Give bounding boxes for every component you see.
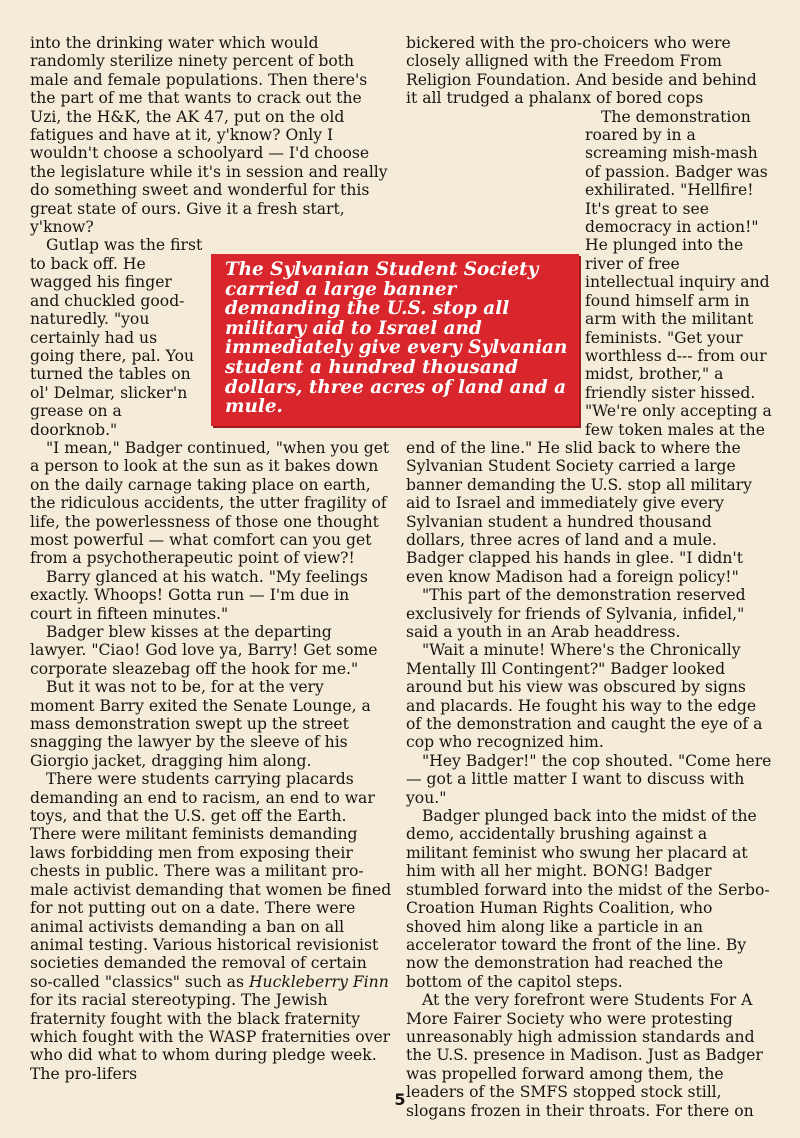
paragraph: "This part of the demonstration reserved exclusively for friends of Sylvania, infidel," said a youth in an Arab headdress. [406,586,746,641]
left-column [30,34,392,1083]
paragraph: Gutlap was the first to back off. He wagged his finger and chuckled good-naturedly. "you certainly had us going there, pal. You turned the tables on ol' Delmar, slicker'n grease on a doorknob." [30,236,203,439]
paragraph: At the very forefront were Students For A More Fairer Society who were protesting unreasonably high admission standards and the U.S. presence in Madison. Just as Badger was propelled forward among them, the leaders of the SMFS stopped stock still, slogans frozen in their throats. For there on [406,991,763,1120]
book-title: Huckleberry Finn [248,972,389,991]
paragraph: The demonstration roared by in a screaming mish-mash of passion. Badger was exhilirated. "Hellfire! It's great to see democracy in action!" He plunged into the river of free intellectual inquiry and found himself arm in arm with the militant feminists. "Get your worthless d--- from our midst, brother," a friendly sister hissed. "We're only accepting a few token males at the end of the line." He slid back to where the Sylvanian Student Society carried a large banner demanding the U.S. stop all military aid to Israel and immediately give every Sylvanian student a hundred thousand dollars, three acres of land and a mule. Badger clapped his hands in glee. "I didn't even know Madison had a foreign policy!" [406,107,772,586]
paragraph: But it was not to be, for at the very moment Barry exited the Senate Lounge, a mass demonstration swept up the street snagging the lawyer by the sleeve of his Giorgio jacket, dragging him along. [30,678,371,770]
paragraph: "Hey Badger!" the cop shouted. "Come here — got a little matter I want to discuss with you." [406,751,772,807]
paragraph: into the drinking water which would randomly sterilize ninety percent of both male and female populations. Then there's the part of me that wants to crack out the Uzi, the H&K, the AK 47, put on the old fatigues and have at it, y'know? Only I wouldn't choose a schoolyard — I'd choose the legislature while it's in session and really do something sweet and wonderful for this great state of ours. Give it a fresh start, y'know? [30,34,388,237]
pull-quote: The Sylvanian Student Society carried a large banner demanding the U.S. stop all military aid to Israel and immediately give every Sylvanian student a hundred thousand dollars, three acres of land and a mule. [211,254,579,426]
paragraph-text: for its racial stereotyping. The Jewish fraternity fought with the black fraternity which fought with the WASP fraternities over who did what to whom during pledge week. The pro-lifers [30,991,391,1083]
paragraph: "I mean," Badger continued, "when you get a person to look at the sun as it bakes down on the daily carnage taking place on earth, the ridiculous accidents, the utter fragility of life, the powerlessness of those one thought most powerful — what comfort can you get from a psychotherapeutic point of view?! [30,438,390,568]
paragraph: Badger plunged back into the midst of the demo, accidentally brushing against a militant feminist who swung her placard at him with all her might. BONG! Badger stumbled forward into the midst of the Serbo-Croation Human Rights Coalition, who shoved him along like a particle in an accelerator toward the front of the line. By now the demonstration had reached the bottom of the capitol steps. [406,807,770,991]
paragraph: Badger blew kisses at the departing lawyer. "Ciao! God love ya, Barry! Get some corporate sleazebag off the hook for me." [30,623,378,678]
paragraph: "Wait a minute! Where's the Chronically Mentally Ill Contingent?" Badger looked around but his view was obscured by signs and placards. He fought his way to the edge of the demonstration and caught the eye of a cop who recognized him. [406,641,763,752]
page-number: 5 [394,1090,406,1109]
paragraph [30,770,392,1083]
paragraph: Barry glanced at his watch. "My feelings exactly. Whoops! Gotta run — I'm due in court in fifteen minutes." [30,567,368,623]
right-column [406,34,772,1120]
paragraph-text: There were students carrying placards demanding an end to racism, an end to war toys, and that the U.S. get off the Earth. There were militant feminists demanding laws forbidding men from exposing their chests in public. There was a militant pro-male activist demanding that women be fined for not putting out on a date. There were animal activists demanding a ban on all animal testing. Various historical revisionist societies demanded the removal of certain so-called "classics" such as [30,770,392,991]
paragraph: bickered with the pro-choicers who were closely alligned with the Freedom From Religion Foundation. And beside and behind it all trudged a phalanx of bored cops [406,34,757,108]
